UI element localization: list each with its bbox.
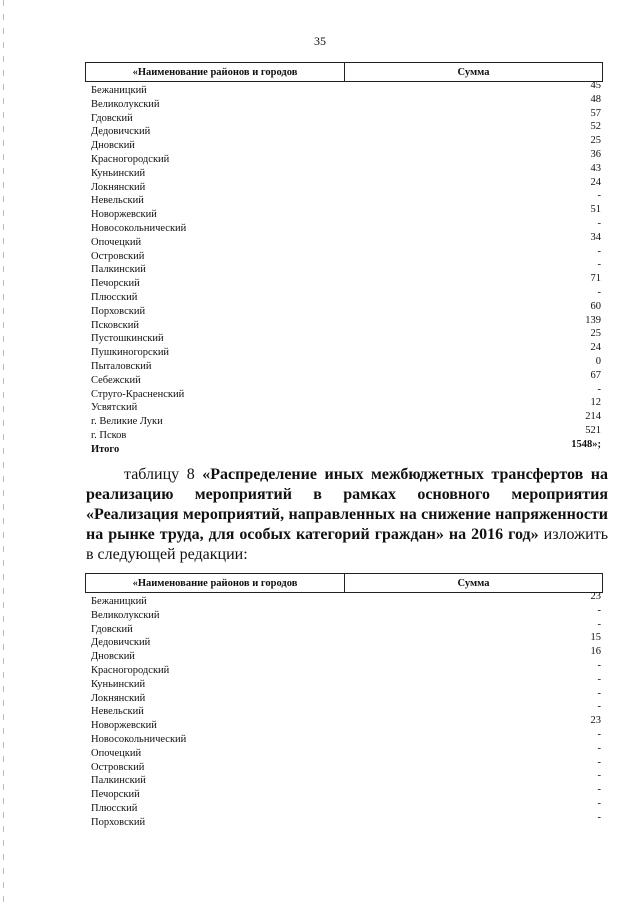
row-value: 67 <box>590 369 601 381</box>
row-name: Палкинский <box>91 264 146 276</box>
table-row <box>85 742 603 761</box>
row-value: - <box>597 797 601 809</box>
row-value: - <box>597 756 601 768</box>
table-row <box>85 604 603 623</box>
row-name: Опочецкий <box>91 236 142 248</box>
row-value: 45 <box>590 80 601 91</box>
table-body <box>85 591 603 830</box>
row-name: Новоржевский <box>91 209 157 221</box>
row-value: - <box>597 687 601 699</box>
page-number: 35 <box>314 34 326 48</box>
row-name: г. Великие Луки <box>91 416 163 428</box>
row-value: 52 <box>590 121 601 133</box>
table-8-transfers-new <box>85 573 603 830</box>
table-row <box>85 135 603 153</box>
row-name: г. Псков <box>91 429 127 441</box>
row-value: 24 <box>590 176 601 188</box>
table-row <box>85 80 603 98</box>
table-row <box>85 618 603 637</box>
row-value: 12 <box>590 397 601 409</box>
table-row <box>85 646 603 664</box>
table-2016-transfers-previous <box>85 62 603 457</box>
column-header-name: «Наименование районов и городов <box>86 574 345 592</box>
table-row <box>85 383 603 402</box>
row-value: - <box>597 259 601 271</box>
row-value: - <box>597 784 601 796</box>
row-name: Пушкиногорский <box>91 347 170 359</box>
row-name: Усвятский <box>91 402 138 414</box>
row-name: Бежаницкий <box>91 596 147 607</box>
table-row <box>85 107 603 126</box>
table-row <box>85 162 603 181</box>
row-name: Куньинский <box>91 167 146 179</box>
row-value: - <box>597 742 601 754</box>
row-value: - <box>597 659 601 671</box>
row-name: Великолукский <box>91 98 160 110</box>
table-row <box>85 93 603 112</box>
row-name: Красногородский <box>91 664 170 676</box>
table-header <box>85 62 603 82</box>
row-name: Дновский <box>91 651 135 663</box>
table-row <box>85 121 603 139</box>
table-row <box>85 245 603 264</box>
row-name: Псковский <box>91 319 139 331</box>
row-name: Струго-Красненский <box>91 388 185 400</box>
row-value: 25 <box>590 135 601 147</box>
row-value: 48 <box>590 93 601 105</box>
paragraph-table-title: «Распределение иных межбюджетных трансфертов на реализацию мероприятий в рамках основного мероприятия «Реализация мероприятий, направленных на снижение напряженности на рынке труда, для особых категорий граждан» на 2016 год» <box>86 466 609 543</box>
table-row <box>85 397 603 415</box>
row-value: 24 <box>590 342 601 354</box>
row-value: - <box>597 286 601 298</box>
table-row <box>85 411 603 429</box>
row-name: Порховский <box>91 816 146 828</box>
row-value: - <box>597 673 601 685</box>
row-value: 51 <box>590 204 601 216</box>
row-value: - <box>597 811 601 823</box>
table-header <box>85 573 603 593</box>
row-name: Палкинский <box>91 775 146 787</box>
row-value: - <box>597 190 601 202</box>
row-value: 57 <box>590 107 601 119</box>
scan-edge-artifact <box>3 0 4 905</box>
row-name: Локнянский <box>91 692 146 704</box>
row-value: 36 <box>590 148 601 160</box>
table-row <box>85 231 603 250</box>
row-value: 521 <box>585 424 601 436</box>
row-name: Великолукский <box>91 609 160 621</box>
row-name: Локнянский <box>91 181 146 193</box>
row-name: Себежский <box>91 374 141 386</box>
row-name: Красногородский <box>91 153 170 165</box>
table-row <box>85 632 603 650</box>
table-row <box>85 811 603 830</box>
total-label: Итого <box>91 443 120 455</box>
table-row <box>85 314 603 333</box>
row-value: - <box>597 770 601 782</box>
table-row <box>85 369 603 388</box>
column-header-sum: Сумма <box>457 66 490 78</box>
body-paragraph <box>86 465 608 565</box>
table-row <box>85 273 603 291</box>
table-row <box>85 148 603 167</box>
row-name: Гдовский <box>91 623 133 635</box>
table-row <box>85 728 603 747</box>
row-name: Пыталовский <box>91 360 152 372</box>
row-value: 25 <box>590 328 601 340</box>
row-name: Новосокольнический <box>91 222 187 234</box>
row-name: Дновский <box>91 140 135 152</box>
row-value: 16 <box>590 646 601 658</box>
row-value: 60 <box>590 300 601 312</box>
total-value: 1548»; <box>571 438 601 450</box>
table-row <box>85 300 603 319</box>
row-name: Новосокольнический <box>91 733 187 745</box>
row-value: - <box>597 618 601 630</box>
row-value: - <box>597 604 601 616</box>
table-total-row <box>85 438 603 457</box>
row-value: - <box>597 728 601 740</box>
row-name: Порховский <box>91 305 146 317</box>
table-row <box>85 342 603 360</box>
table-row <box>85 259 603 277</box>
row-value: 0 <box>595 355 601 367</box>
row-name: Печорский <box>91 789 140 801</box>
table-row <box>85 328 603 346</box>
row-name: Дедовичский <box>91 126 151 138</box>
table-row <box>85 176 603 195</box>
table-row <box>85 204 603 222</box>
column-header-name: «Наименование районов и городов <box>86 63 345 81</box>
row-name: Куньинский <box>91 678 146 690</box>
row-name: Островский <box>91 761 145 773</box>
row-value: - <box>597 701 601 713</box>
table-row <box>85 701 603 719</box>
row-value: 23 <box>590 591 601 602</box>
row-name: Новоржевский <box>91 720 157 732</box>
row-name: Печорский <box>91 278 140 290</box>
row-value: 43 <box>590 162 601 174</box>
row-value: - <box>597 245 601 257</box>
table-row <box>85 217 603 236</box>
row-value: - <box>597 383 601 395</box>
row-name: Дедовичский <box>91 637 151 649</box>
table-row <box>85 687 603 706</box>
row-value: 34 <box>590 231 601 243</box>
row-name: Невельский <box>91 195 144 207</box>
table-row <box>85 784 603 802</box>
row-value: 71 <box>590 273 601 285</box>
table-row <box>85 659 603 678</box>
table-row <box>85 190 603 208</box>
table-row <box>85 797 603 816</box>
table-row <box>85 715 603 733</box>
table-row <box>85 591 603 609</box>
table-row <box>85 756 603 775</box>
table-row <box>85 286 603 305</box>
row-name: Гдовский <box>91 112 133 124</box>
table-row <box>85 673 603 692</box>
paragraph-tail: изложить в следующей редакции: <box>86 526 609 563</box>
paragraph-lead: таблицу 8 <box>124 466 203 483</box>
row-value: 139 <box>585 314 601 326</box>
row-name: Островский <box>91 250 145 262</box>
column-header-sum: Сумма <box>457 577 490 589</box>
row-value: 23 <box>590 715 601 727</box>
row-name: Опочецкий <box>91 747 142 759</box>
row-name: Плюсский <box>91 802 138 814</box>
row-value: - <box>597 217 601 229</box>
row-name: Пустошкинский <box>91 333 164 345</box>
row-value: 15 <box>590 632 601 644</box>
row-name: Бежаницкий <box>91 85 147 96</box>
row-name: Невельский <box>91 706 144 718</box>
row-value: 214 <box>585 411 601 423</box>
table-row <box>85 770 603 788</box>
table-row <box>85 424 603 443</box>
row-name: Плюсский <box>91 291 138 303</box>
table-body <box>85 80 603 457</box>
table-row <box>85 355 603 374</box>
